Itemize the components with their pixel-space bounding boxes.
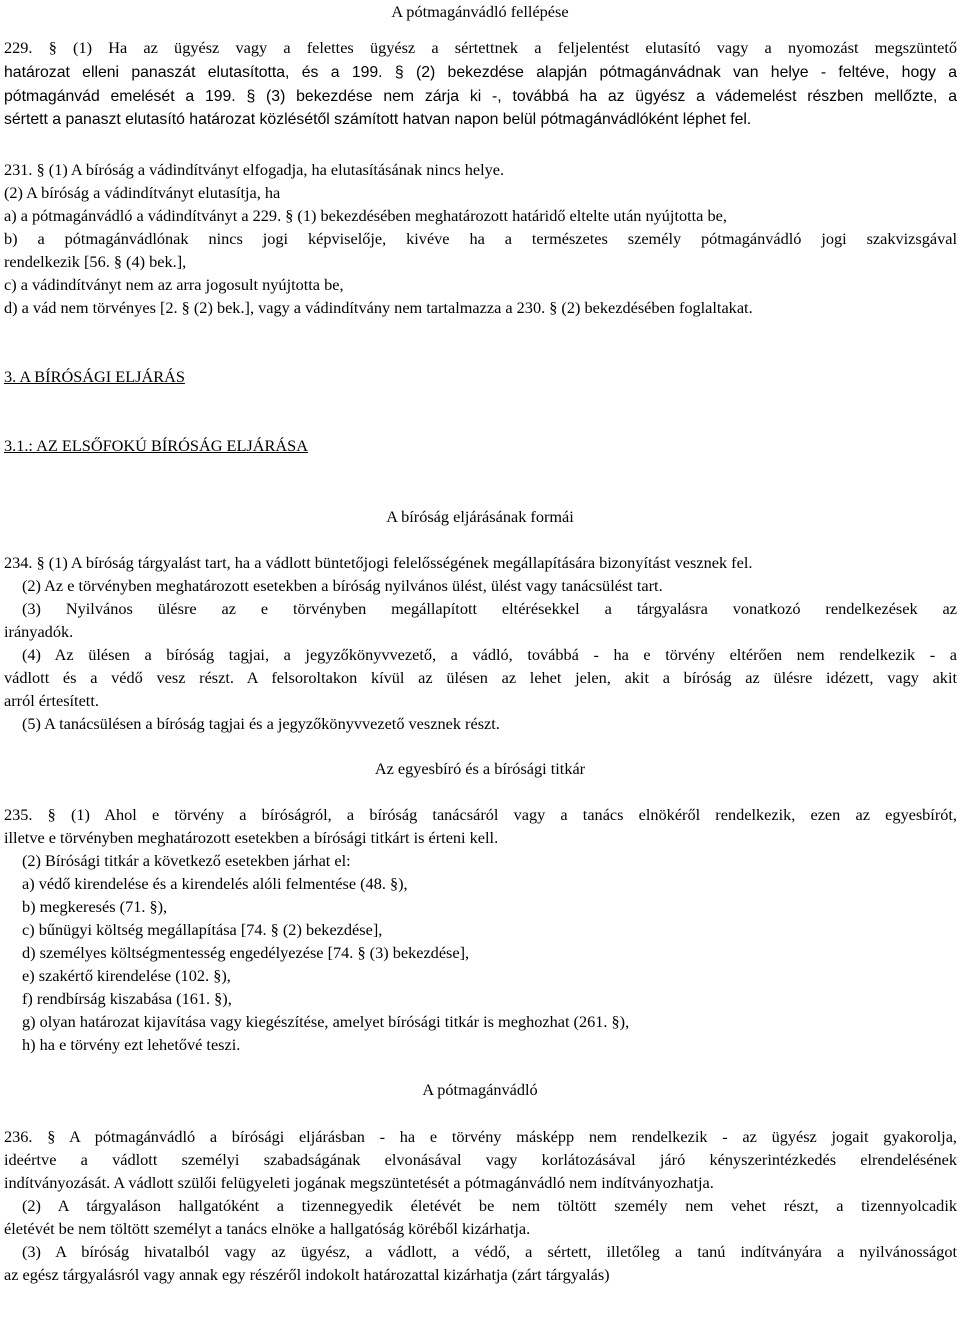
paragraph-line: sértett a panaszt elutasító határozat közlésétől számított hatvan napon belül pótmagánvádlóként léphet fel. bbox=[4, 111, 752, 128]
paragraph-line: arról értesített. bbox=[4, 691, 99, 710]
paragraph-line: ideértve a vádlott személyi szabadságának elvonásával vagy korlátozásával járó kényszerintézkedés elrendelésének bbox=[4, 1150, 957, 1169]
paragraph-line: 236. § A pótmagánvádló a bírósági eljárásban - ha e törvény másképp nem rendelkezik - az ügyész jogait gyakorolja, bbox=[4, 1127, 957, 1146]
paragraph-line: (2) A bíróság a vádindítványt elutasítja, ha bbox=[4, 183, 281, 202]
paragraph-line: irányadók. bbox=[4, 622, 74, 641]
list-item: c) bűnügyi költség megállapítása [74. § (2) bekezdése], bbox=[22, 920, 383, 939]
paragraph-line: (4) Az ülésen a bíróság tagjai, a jegyzőkönyvvezető, a vádló, továbbá - ha e törvény eltérően nem rendelkezik - a bbox=[22, 645, 957, 664]
list-item: h) ha e törvény ezt lehetővé teszi. bbox=[22, 1035, 241, 1054]
paragraph-line: pótmagánvád emelését a 199. § (3) bekezdése nem zárja ki -, továbbá ha az ügyész a vádemelést részben mellőzte, a bbox=[4, 88, 957, 105]
chapter-title: 3. A BÍRÓSÁGI ELJÁRÁS bbox=[4, 367, 185, 386]
section-heading: A bíróság eljárásának formái bbox=[386, 507, 574, 526]
paragraph-line: a) a pótmagánvádló a vádindítványt a 229. § (1) bekezdésében meghatározott határidő eltelte után nyújtotta be, bbox=[4, 206, 727, 225]
paragraph-line: illetve e törvényben meghatározott esetekben a bírósági titkárt is érteni kell. bbox=[4, 828, 499, 847]
paragraph-line: határozat elleni panaszát elutasította, és a 199. § (2) bekezdése alapján pótmagánvádnak van helye - feltéve, hogy a bbox=[4, 64, 957, 81]
list-item: a) védő kirendelése és a kirendelés alóli felmentése (48. §), bbox=[22, 874, 408, 893]
paragraph-line: c) a vádindítványt nem az arra jogosult nyújtotta be, bbox=[4, 275, 344, 294]
paragraph-line: életévét be nem töltött személyt a tanács elnöke a hallgatóság köréből kizárhatja. bbox=[4, 1219, 531, 1238]
list-item: b) megkeresés (71. §), bbox=[22, 897, 168, 916]
section-heading: Az egyesbíró és a bírósági titkár bbox=[374, 759, 586, 778]
paragraph-line: (3) Nyilvános ülésre az e törvényben megállapított eltérésekkel a tárgyalásra vonatkozó rendelkezések az bbox=[22, 599, 957, 618]
paragraph-line: (2) A tárgyaláson hallgatóként a tizennegyedik életévét be nem töltött személy nem vehet részt, a tizennyolcadik bbox=[22, 1196, 957, 1215]
list-item: f) rendbírság kiszabása (161. §), bbox=[22, 989, 232, 1008]
list-item: g) olyan határozat kijavítása vagy kiegészítése, amelyet bírósági titkár is meghozhat (261. §), bbox=[22, 1012, 630, 1031]
paragraph-line: indítványozását. A vádlott szülői felügyeleti jogának megszüntetését a pótmagánvádló nem indítványozhatja. bbox=[4, 1173, 714, 1192]
list-item: e) szakértő kirendelése (102. §), bbox=[22, 966, 231, 985]
paragraph-line: (2) Bírósági titkár a következő esetekben járhat el: bbox=[22, 851, 351, 870]
paragraph-line: az egész tárgyalásról vagy annak egy részéről indokolt határozattal kizárhatja (zárt tárgyalás) bbox=[4, 1265, 610, 1284]
paragraph-line: 234. § (1) A bíróság tárgyalást tart, ha a vádlott büntetőjogi felelősségének megállapítására bizonyítást vesznek fel. bbox=[4, 553, 753, 572]
section-heading: A pótmagánvádló fellépése bbox=[391, 2, 569, 21]
paragraph-line: 235. § (1) Ahol e törvény a bíróságról, a bíróság tanácsáról vagy a tanács elnökéről rendelkezik, ezen az egyesbírót, bbox=[4, 805, 957, 824]
paragraph-line: (3) A bíróság hivatalból vagy az ügyész, a vádlott, a védő, a sértett, illetőleg a tanú indítványára a nyilvánosságot bbox=[22, 1242, 957, 1261]
paragraph-line: rendelkezik [56. § (4) bek.], bbox=[4, 252, 187, 271]
paragraph-line: d) a vád nem törvényes [2. § (2) bek.], vagy a vádindítvány nem tartalmazza a 230. § (2) bekezdésében foglaltakat. bbox=[4, 298, 753, 317]
paragraph-line: (5) A tanácsülésen a bíróság tagjai és a jegyzőkönyvvezető vesznek részt. bbox=[22, 714, 500, 733]
section-heading: A pótmagánvádló bbox=[422, 1080, 538, 1099]
list-item: d) személyes költségmentesség engedélyezése [74. § (3) bekezdése], bbox=[22, 943, 470, 962]
chapter-subtitle: 3.1.: AZ ELSŐFOKÚ BÍRÓSÁG ELJÁRÁSA bbox=[4, 436, 308, 455]
paragraph-line: b) a pótmagánvádlónak nincs jogi képviselője, kivéve ha a természetes személy pótmagánvádló jogi szakvizsgával bbox=[4, 229, 957, 248]
paragraph-line: 229. § (1) Ha az ügyész vagy a felettes ügyész a sértettnek a feljelentést elutasító vagy a nyomozást megszüntető bbox=[4, 38, 957, 57]
paragraph-line: vádlott és a védő vesz részt. A felsoroltakon kívül az ülésen az lehet jelen, akit a bíróság az ülésre idézett, vagy akit bbox=[4, 668, 957, 687]
paragraph-line: 231. § (1) A bíróság a vádindítványt elfogadja, ha elutasításának nincs helye. bbox=[4, 160, 505, 179]
paragraph-line: (2) Az e törvényben meghatározott esetekben a bíróság nyilvános ülést, ülést vagy tanácsülést tart. bbox=[22, 576, 663, 595]
